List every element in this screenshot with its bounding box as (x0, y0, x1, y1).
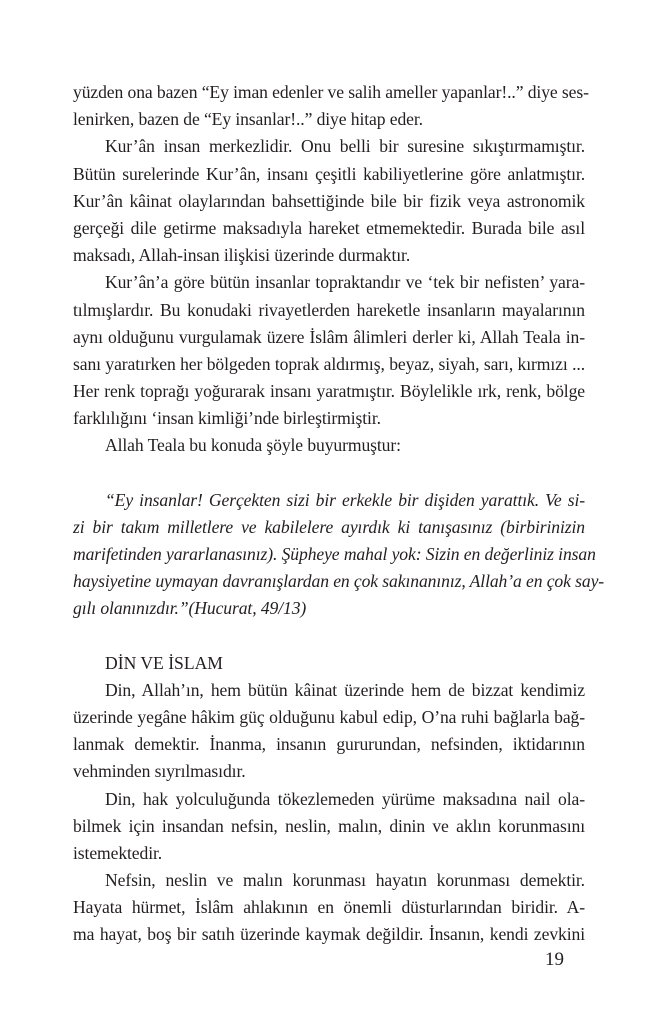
paragraph-din-protection (73, 786, 585, 868)
text-line: lenirken, bazen de “Ey insanlar!..” diye hitap eder. (73, 109, 423, 130)
spacer (73, 460, 585, 487)
quote-line: haysiyetine uymayan davranışlardan en çok sakınanınız, Allah’a en çok say- (73, 571, 605, 592)
quote-line: “Ey insanlar! Gerçekten sizi bir erkekle bir dişiden yarattık. Ve si- (105, 489, 585, 510)
text-line: Bütün surelerinde Kur’ân, insanı çeşitli kabiliyetlerine göre anlatmıştır. (73, 163, 585, 184)
text-line: Din, hak yolculuğunda tökezlemeden yürüme maksadına nail ola- (105, 788, 585, 809)
text-line: vehminden sıyrılmasıdır. (73, 761, 246, 782)
text-line: gerçeği dile getirme maksadıyla hareket etmemektedir. Burada bile asıl (73, 217, 585, 238)
book-page (73, 79, 605, 949)
text-line: maksadı, Allah-insan ilişkisi üzerinde durmaktır. (73, 245, 411, 266)
paragraph-continuation (73, 79, 589, 133)
text-line: yüzden ona bazen “Ey iman edenler ve salih ameller yapanlar!..” diye ses- (73, 82, 589, 102)
text-line: Kur’ân kâinat olaylarından bahsettiğinde bile bir fizik veya astronomik (73, 190, 585, 211)
text-line: ma hayat, boş bir satıh üzerinde kaymak değildir. İnsanın, kendi zevkini (73, 924, 585, 945)
text-line: Kur’ân insan merkezlidir. Onu belli bir suresine sıkıştırmamıştır. (105, 136, 585, 157)
page-number: 19 (545, 949, 564, 970)
quote-line: gılı olanınızdır.”(Hucurat, 49/13) (73, 598, 307, 619)
text-line: tılmışlardır. Bu konudaki rivayetlerden hareketle insanların mayalarının (73, 299, 585, 320)
section-heading: DİN VE İSLAM (105, 652, 223, 673)
paragraph-humans-from-soil (73, 269, 585, 432)
text-line: Din, Allah’ın, hem bütün kâinat üzerinde hem de bizzat kendimiz (105, 679, 585, 700)
block-quote (73, 487, 605, 623)
text-line: sanı yaratırken her bölgeden toprak aldırmış, beyaz, siyah, sarı, kırmızı ... (73, 353, 585, 374)
quote-line: zi bir takım milletlere ve kabilelere ayırdık ki tanışasınız (birbirinizin (73, 516, 585, 537)
text-line: lanmak demektir. İnanma, insanın gururundan, nefsinden, iktidarının (73, 734, 585, 755)
text-line: Her renk toprağı yoğurarak insanı yaratmıştır. Böylelikle ırk, renk, bölge (73, 381, 585, 402)
paragraph-life-protection (73, 867, 585, 949)
text-line: aynı olduğunu vurgulamak üzere İslâm âlimleri derler ki, Allah Teala in- (73, 326, 585, 347)
text-line: Allah Teala bu konuda şöyle buyurmuştur: (105, 435, 401, 456)
text-line: Kur’ân’a göre bütün insanlar topraktandır ve ‘tek bir nefisten’ yara- (105, 272, 585, 293)
paragraph-quote-intro (73, 432, 585, 459)
paragraph-quran-human-centered (73, 133, 585, 269)
paragraph-din-definition (73, 677, 585, 786)
text-line: Hayata hürmet, İslâm ahlakının en önemli düsturlarından biridir. A- (73, 897, 585, 918)
text-line: Nefsin, neslin ve malın korunması hayatın korunması demektir. (105, 870, 585, 891)
text-line: farklılığını ‘insan kimliği’nde birleştirmiştir. (73, 408, 381, 429)
text-line: üzerinde yegâne hâkim güç olduğunu kabul edip, O’na ruhi bağlarla bağ- (73, 706, 585, 727)
text-line: istemektedir. (73, 842, 163, 863)
spacer (73, 623, 585, 650)
quote-line: marifetinden yararlanasınız). Şüpheye mahal yok: Sizin en değerliniz insan (73, 544, 596, 564)
text-line: bilmek için insandan nefsin, neslin, malın, dinin ve aklın korunmasını (73, 815, 585, 836)
